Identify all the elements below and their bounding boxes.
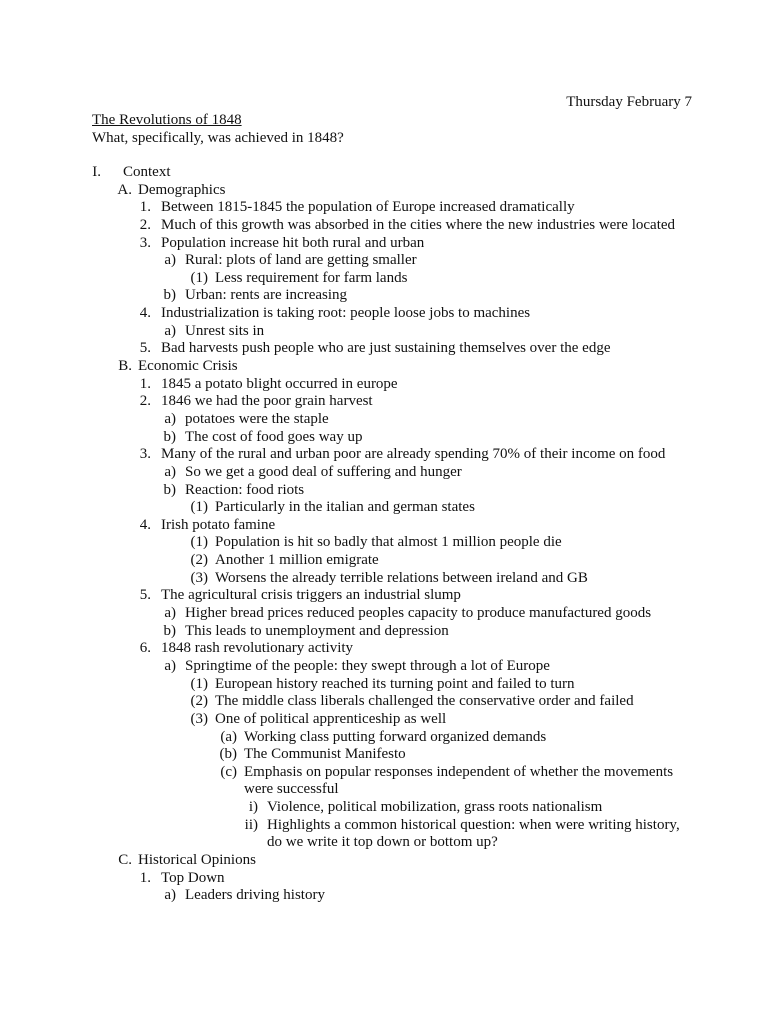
outline-marker: b) [163, 287, 176, 304]
outline-item [0, 199, 784, 217]
outline-marker: 4. [139, 305, 151, 322]
outline-text: The cost of food goes way up [185, 428, 363, 445]
outline-marker: 4. [139, 516, 151, 533]
outline-text: European history reached its turning point and failed to turn [215, 675, 575, 692]
outline-item [0, 429, 784, 447]
outline-item [0, 623, 784, 641]
outline-text: were successful [244, 781, 339, 798]
outline-marker: (1) [190, 499, 208, 516]
outline-marker: 2. [139, 216, 151, 233]
outline-item [0, 287, 784, 305]
outline-text: Springtime of the people: they swept through a lot of Europe [185, 657, 550, 674]
outline-text: The middle class liberals challenged the conservative order and failed [215, 693, 634, 710]
outline-text: So we get a good deal of suffering and hunger [185, 463, 462, 480]
outline-item [0, 517, 784, 535]
outline-text: Many of the rural and urban poor are already spending 70% of their income on food [161, 446, 666, 463]
outline-item [0, 499, 784, 517]
outline-text: 1845 a potato blight occurred in europe [161, 375, 398, 392]
outline-item [0, 746, 784, 764]
outline-item [0, 270, 784, 288]
outline-text: Population is hit so badly that almost 1 million people die [215, 534, 562, 551]
outline-item [0, 729, 784, 747]
outline-marker: 3. [139, 234, 151, 251]
outline-text: 1846 we had the poor grain harvest [161, 393, 373, 410]
outline-marker: a) [164, 410, 176, 427]
outline-text: potatoes were the staple [185, 410, 329, 427]
outline-text: Historical Opinions [138, 851, 256, 868]
outline-text: The Communist Manifesto [244, 746, 406, 763]
outline-text: Top Down [161, 869, 225, 886]
outline-marker: b) [163, 481, 176, 498]
outline-text: Economic Crisis [138, 358, 238, 375]
outline-marker: (1) [190, 534, 208, 551]
outline-marker: 1. [139, 869, 151, 886]
outline-item [0, 358, 784, 376]
outline-item [0, 305, 784, 323]
outline-marker: C. [118, 851, 132, 868]
outline-item [0, 252, 784, 270]
outline-marker: A. [117, 181, 132, 198]
outline-item [0, 464, 784, 482]
outline-item [0, 834, 784, 852]
outline-marker: (2) [190, 693, 208, 710]
outline-text: Emphasis on popular responses independent of whether the movements [244, 763, 674, 780]
outline-marker: b) [163, 428, 176, 445]
outline-item [0, 482, 784, 500]
lecture-outline [0, 164, 784, 905]
outline-item [0, 605, 784, 623]
outline-marker: a) [164, 657, 176, 674]
outline-item [0, 164, 784, 182]
outline-marker: 5. [139, 340, 151, 357]
outline-item [0, 182, 784, 200]
lecture-date: Thursday February 7 [566, 94, 692, 110]
outline-marker: a) [164, 887, 176, 904]
outline-marker: (1) [190, 675, 208, 692]
outline-item [0, 393, 784, 411]
outline-item [0, 534, 784, 552]
outline-text: Context [123, 164, 171, 180]
outline-marker: 1. [139, 199, 151, 216]
outline-item [0, 799, 784, 817]
outline-text: One of political apprenticeship as well [215, 710, 447, 727]
outline-text: Between 1815-1845 the population of Europe increased dramatically [161, 199, 575, 216]
outline-item [0, 781, 784, 799]
outline-marker: (a) [220, 728, 237, 745]
outline-text: Working class putting forward organized demands [244, 728, 547, 745]
outline-item [0, 658, 784, 676]
outline-text: Less requirement for farm lands [215, 269, 408, 286]
outline-text: Population increase hit both rural and urban [161, 234, 425, 251]
outline-marker: B. [118, 358, 132, 375]
outline-item [0, 887, 784, 905]
outline-item [0, 711, 784, 729]
guiding-question: What, specifically, was achieved in 1848? [92, 130, 344, 146]
outline-marker: (c) [220, 763, 237, 780]
outline-text: Worsens the already terrible relations between ireland and GB [215, 569, 588, 586]
outline-text: Irish potato famine [161, 516, 276, 533]
outline-item [0, 376, 784, 394]
outline-marker: 2. [139, 393, 151, 410]
outline-marker: i) [248, 799, 258, 816]
outline-item [0, 446, 784, 464]
outline-marker: b) [163, 622, 176, 639]
outline-text: Industrialization is taking root: people loose jobs to machines [161, 305, 531, 322]
outline-marker: 1. [139, 375, 151, 392]
outline-marker: 5. [139, 587, 151, 604]
outline-item [0, 693, 784, 711]
outline-text: 1848 rash revolutionary activity [161, 640, 354, 657]
outline-marker: (2) [190, 552, 208, 569]
outline-text: Violence, political mobilization, grass roots nationalism [267, 799, 603, 816]
outline-text: Demographics [138, 181, 226, 198]
outline-text: do we write it top down or bottom up? [267, 834, 498, 851]
outline-marker: 6. [139, 640, 151, 657]
outline-item [0, 411, 784, 429]
outline-text: Much of this growth was absorbed in the cities where the new industries were located [161, 216, 676, 233]
outline-marker: I. [92, 164, 101, 180]
outline-text: Leaders driving history [185, 887, 325, 904]
outline-text: Rural: plots of land are getting smaller [185, 252, 417, 269]
outline-marker: a) [164, 322, 176, 339]
outline-text: Another 1 million emigrate [215, 552, 379, 569]
outline-text: Particularly in the italian and german states [215, 499, 475, 516]
outline-item [0, 870, 784, 888]
outline-item [0, 340, 784, 358]
outline-marker: ii) [244, 816, 258, 833]
outline-item [0, 235, 784, 253]
outline-marker: (b) [219, 746, 237, 763]
outline-text: Higher bread prices reduced peoples capacity to produce manufactured goods [185, 605, 652, 622]
outline-marker: (3) [190, 569, 208, 586]
outline-item [0, 552, 784, 570]
outline-text: The agricultural crisis triggers an industrial slump [161, 587, 461, 604]
outline-item [0, 852, 784, 870]
outline-marker: a) [164, 463, 176, 480]
outline-marker: a) [164, 605, 176, 622]
outline-item [0, 640, 784, 658]
outline-text: Highlights a common historical question: when were writing history, [267, 816, 680, 833]
outline-text: Reaction: food riots [185, 481, 305, 498]
outline-marker: a) [164, 252, 176, 269]
outline-marker: (3) [190, 710, 208, 727]
document-title: The Revolutions of 1848 [92, 112, 242, 128]
outline-marker: 3. [139, 446, 151, 463]
outline-text: Bad harvests push people who are just sustaining themselves over the edge [161, 340, 611, 357]
outline-text: Urban: rents are increasing [185, 287, 348, 304]
outline-text: This leads to unemployment and depression [185, 622, 449, 639]
outline-item [0, 217, 784, 235]
outline-item [0, 570, 784, 588]
outline-item [0, 676, 784, 694]
outline-item [0, 587, 784, 605]
outline-marker: (1) [190, 269, 208, 286]
outline-item [0, 323, 784, 341]
outline-item [0, 817, 784, 835]
outline-text: Unrest sits in [185, 322, 265, 339]
outline-item [0, 764, 784, 782]
